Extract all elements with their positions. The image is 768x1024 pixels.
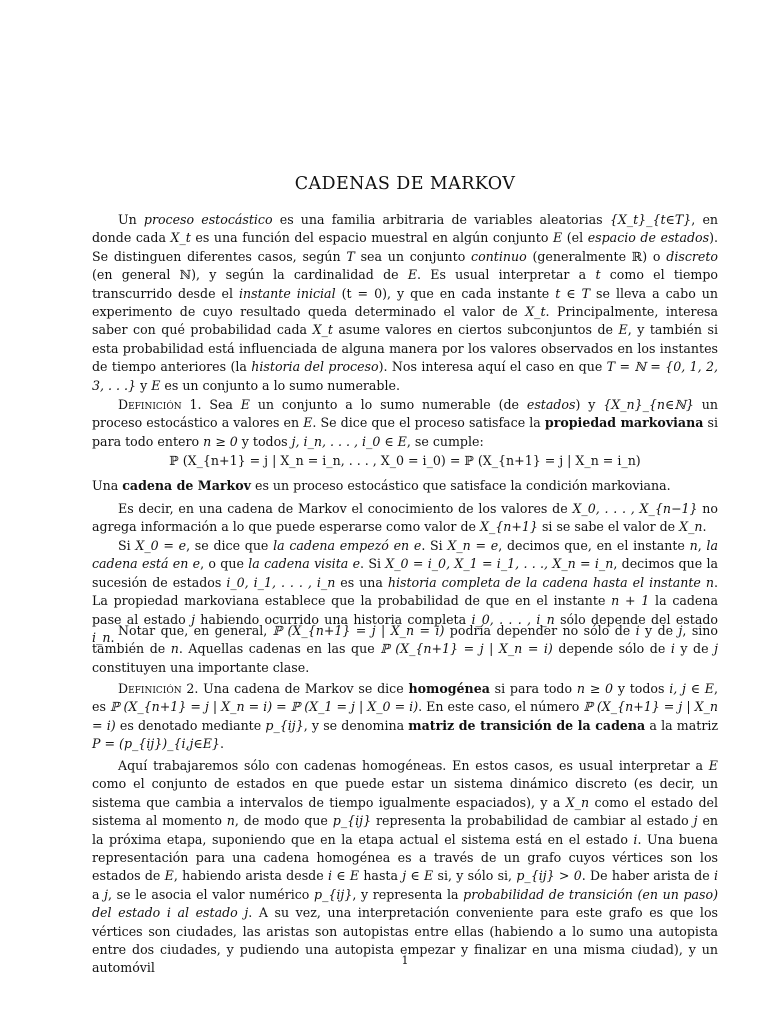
paragraph-aqui: Aquí trabajaremos sólo con cadenas homogéneas. En estos casos, es usual interpretar a E como el conjunto de estados en que puede estar un sistema dinámico discreto (es decir, un sistema que cambia a intervalos de tiempo igualmente espaciados), y a X_n como el estado del sistema al momento n, de modo que p_{ij} representa la probabilidad de cambiar al estado j en la próxima etapa, suponiendo que en la etapa actual el sistema está en el estado i. Una buena representación para una cadena homogénea es a través de un grafo cuyos vértices son los estados de E, habiendo arista desde i ∈ E hasta j ∈ E si, y sólo si, p_{ij} > 0. De haber arista de i a j, se le asocia el valor numérico p_{ij}, y representa la probabilidad de transición (en un paso) del estado i al estado j. A su vez, una interpretación conveniente para este grafo es que los vértices son ciudades, las aristas son autopistas entre ellas (habiendo a lo sumo una autopista entre dos ciudades, y pudiendo una autopista empezar y finalizar en una misma ciudad), y un automóvil: [92, 758, 719, 976]
intro-paragraph: Un proceso estocástico es una familia arbitraria de variables aleatorias {X_t}_{t∈T}, en donde cada X_t es una función del espacio muestral en algún conjunto E (el espacio de estados). Se distinguen diferentes casos, según T sea un conjunto continuo (generalmente ℝ) o discreto (en general ℕ), y según la cardinalidad de E. Es usual interpretar a t como el tiempo transcurrido desde el instante inicial (t = 0), y que en cada instante t ∈ T se lleva a cabo un experimento de cuyo resultado queda determinado el valor de X_t. Principalmente, interesa saber con qué probabilidad cada X_t asume valores en ciertos subconjuntos de E, y también si esta probabilidad está influenciada de alguna manera por los valores observados en los instantes de tiempo anteriores (la historia del proceso). Nos interesa aquí el caso en que T = ℕ = {0, 1, 2, 3, . . .} y E es un conjunto a lo sumo numerable.: [92, 212, 719, 393]
definition-2: Definición 2. Una cadena de Markov se dice homogénea si para todo n ≥ 0 y todos i, j ∈ E, es ℙ (X_{n+1} = j | X_n = i) = ℙ (X_1 = j | X_0 = i). En este caso, el número ℙ (X_{n+1} = j | X_n = i) es denotado mediante p_{ij}, y se denomina matriz de transición de la cadena a la matriz P = (p_{ij})_{i,j∈E}.: [92, 681, 719, 752]
bold-term: propiedad markoviana: [544, 415, 704, 431]
definition-1: Definición 1. Sea E un conjunto a lo sumo numerable (de estados) y {X_n}_{n∈ℕ} un proceso estocástico a valores en E. Se dice que el proceso satisface la propiedad markoviana si para todo entero n ≥ 0 y todos j, i_n, . . . , i_0 ∈ E, se cumple:: [92, 397, 718, 449]
bold-term: cadena de Markov: [122, 478, 251, 493]
paragraph-si: Si X_0 = e, se dice que la cadena empezó en e. Si X_n = e, decimos que, en el instante n, la cadena está en e, o que la cadena visita e. Si X_0 = i_0, X_1 = i_1, . . ., X_n = i_n, decimos que la sucesión de estados i_0, i_1, . . . , i_n es una historia completa de la cadena hasta el instante n. La propiedad markoviana establece que la probabilidad de que en el instante n + 1 la cadena pase al estado j habiendo ocurrido una historia completa i_0, . . . , i_n sólo depende del estado i_n.: [92, 538, 719, 646]
paragraph-es-decir: Es decir, en una cadena de Markov el conocimiento de los valores de X_0, . . . , X_{n−1} no agrega información a lo que puede esperarse como valor de X_{n+1} si se sabe el valor de X_n.: [92, 501, 718, 535]
page-number: 1: [401, 954, 409, 967]
document-title: CADENAS DE MARKOV: [294, 174, 516, 194]
definition-label: Definición 1.: [118, 397, 202, 412]
definition-label: Definición 2.: [118, 681, 199, 696]
bold-term: homogénea: [408, 681, 490, 696]
paragraph-notar: Notar que, en general, ℙ (X_{n+1} = j | X_n = i) podría depender no sólo de i y de j, sino también de n. Aquellas cadenas en las que ℙ (X_{n+1} = j | X_n = i) depende sólo de i y de j constituyen una importante clase.: [92, 623, 719, 675]
markov-chain-definition: Una cadena de Markov es un proceso estocástico que satisface la condición markoviana.: [92, 478, 671, 493]
bold-term: matriz de transición de la cadena: [408, 717, 646, 733]
markov-property-equation: ℙ (X_{n+1} = j | X_n = i_n, . . . , X_0 = i_0) = ℙ (X_{n+1} = j | X_n = i_n): [169, 453, 641, 468]
document-page: [92, 0, 718, 1024]
